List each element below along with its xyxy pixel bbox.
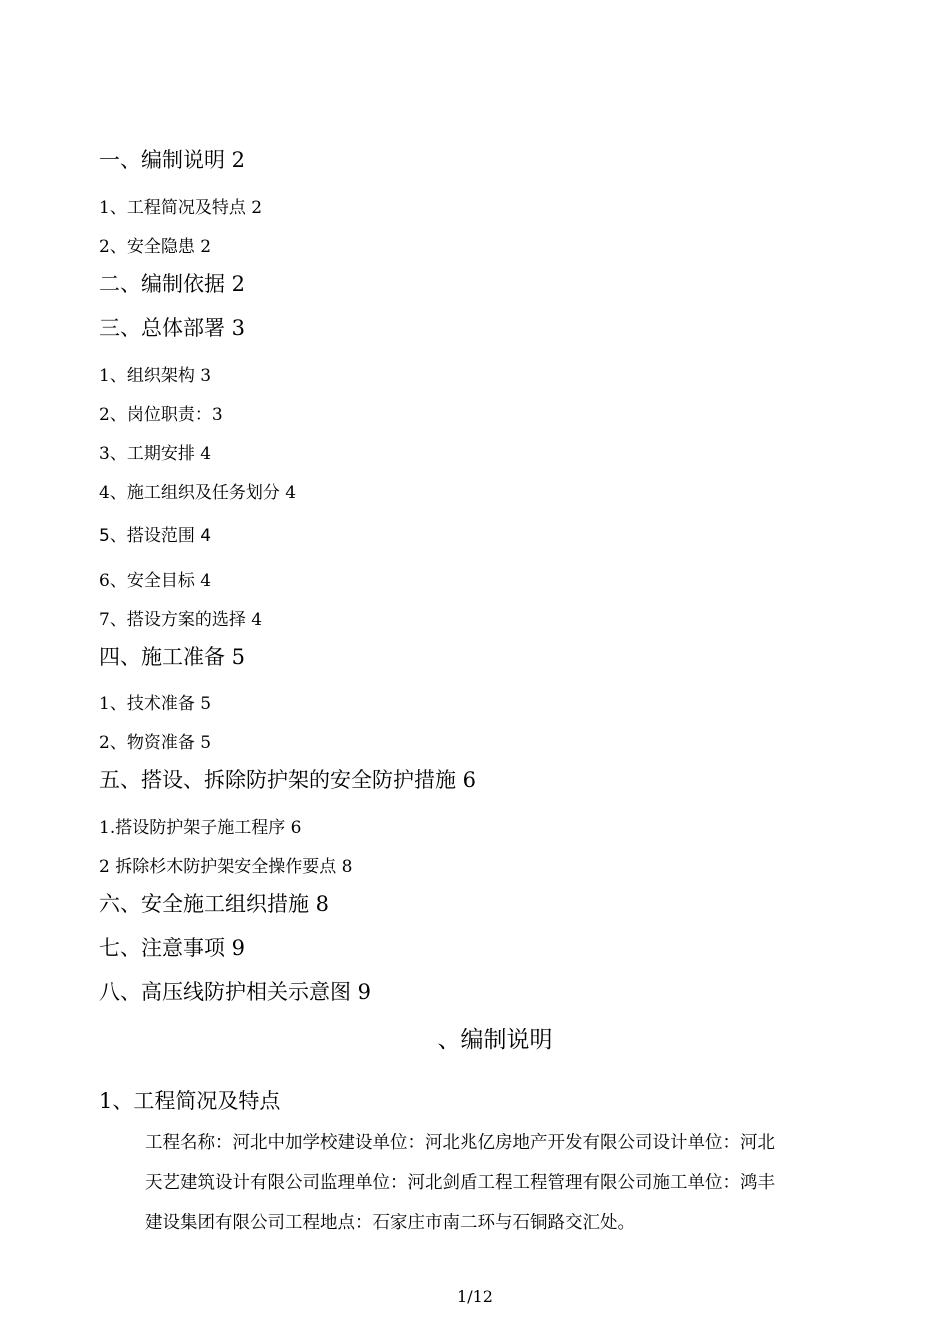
toc-entry[interactable]: 七、注意事项 9: [99, 936, 246, 960]
paragraph-line: 建设集团有限公司工程地点：石家庄市南二环与石铜路交汇处。: [145, 1213, 635, 1233]
toc-entry[interactable]: 4、施工组织及任务划分 4: [99, 483, 297, 503]
paragraph-line: 天艺建筑设计有限公司监理单位：河北剑盾工程工程管理有限公司施工单位：鸿丰: [145, 1173, 775, 1193]
toc-entry[interactable]: 2 拆除杉木防护架安全操作要点 8: [99, 857, 353, 877]
section-heading: 、编制说明: [437, 1027, 553, 1053]
section-subheading: 1、工程简况及特点: [99, 1089, 281, 1113]
toc-entry[interactable]: 六、安全施工组织措施 8: [99, 892, 330, 916]
toc-entry[interactable]: 6、安全目标 4: [99, 571, 212, 591]
toc-entry[interactable]: 3、工期安排 4: [99, 444, 212, 464]
toc-entry[interactable]: 四、施工准备 5: [99, 645, 246, 669]
toc-entry[interactable]: 1.搭设防护架子施工程序 6: [99, 818, 302, 838]
toc-entry[interactable]: 三、总体部署 3: [99, 316, 246, 340]
toc-entry[interactable]: 1、组织架构 3: [99, 366, 212, 386]
paragraph-line: 工程名称：河北中加学校建设单位：河北兆亿房地产开发有限公司设计单位：河北: [145, 1133, 775, 1153]
toc-entry[interactable]: 2、物资准备 5: [99, 733, 212, 753]
toc-entry[interactable]: 1、技术准备 5: [99, 694, 212, 714]
toc-entry[interactable]: 2、岗位职责：3: [99, 405, 223, 425]
toc-entry[interactable]: 1、工程简况及特点 2: [99, 198, 263, 218]
toc-entry[interactable]: 一、编制说明 2: [99, 148, 246, 172]
toc-entry[interactable]: 7、搭设方案的选择 4: [99, 610, 263, 630]
toc-entry[interactable]: 八、高压线防护相关示意图 9: [99, 980, 372, 1004]
toc-entry[interactable]: 二、编制依据 2: [99, 272, 246, 296]
toc-entry[interactable]: 五、搭设、拆除防护架的安全防护措施 6: [99, 768, 477, 792]
toc-entry[interactable]: 2、安全隐患 2: [99, 237, 212, 257]
page-number: 1/12: [457, 1287, 493, 1306]
toc-entry[interactable]: 5、搭设范围 4: [99, 526, 212, 546]
